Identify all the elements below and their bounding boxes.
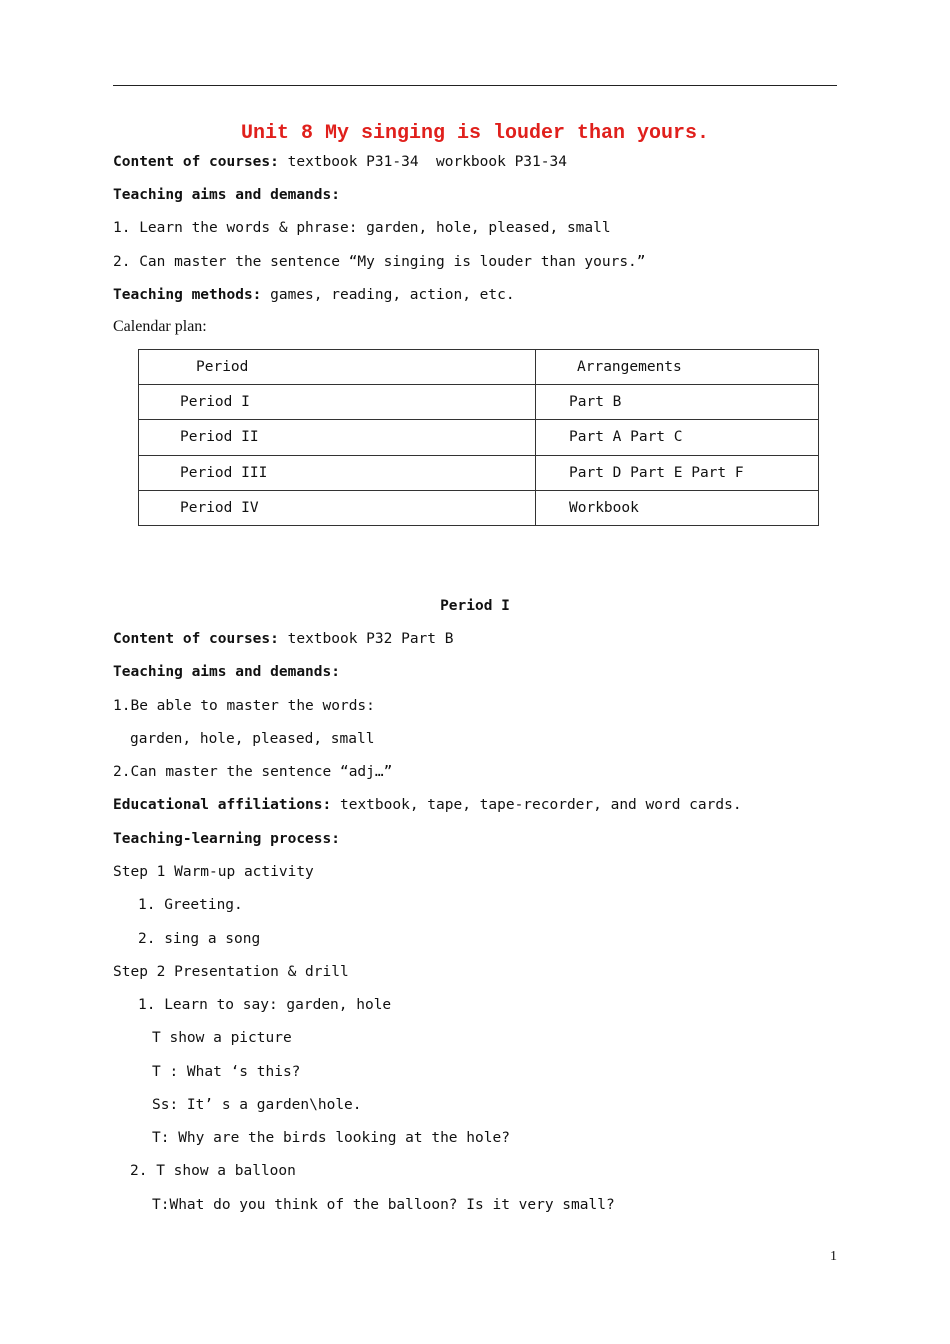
arrangement-cell: Part A Part C <box>536 420 819 455</box>
content-of-courses <box>113 152 567 172</box>
period-aims-heading: Teaching aims and demands: <box>113 664 340 680</box>
page-number: 1 <box>830 1249 837 1264</box>
step-1: Step 1 Warm-up activity <box>113 864 314 880</box>
header-period: Period <box>139 350 536 385</box>
table-row <box>139 420 819 455</box>
period-content <box>113 629 453 649</box>
list-item: 1. Learn to say: garden, hole <box>138 997 392 1013</box>
list-item: 2. sing a song <box>138 931 261 947</box>
dialogue-line: T show a picture <box>152 1030 292 1046</box>
affil-value: textbook, tape, tape-recorder, and word cards. <box>331 797 742 813</box>
arrangement-cell: Part B <box>536 385 819 420</box>
arrangement-cell: Part D Part E Part F <box>536 455 819 490</box>
period-aim-1: 1.Be able to master the words: <box>113 698 375 714</box>
content-label: Content of courses: <box>113 154 279 170</box>
dialogue-line: T: Why are the birds looking at the hole? <box>152 1130 510 1146</box>
dialogue-line: T:What do you think of the balloon? Is it very small? <box>152 1197 615 1213</box>
step-2: Step 2 Presentation & drill <box>113 964 349 980</box>
methods-label: Teaching methods: <box>113 287 262 303</box>
table-row <box>139 490 819 525</box>
arrangement-cell: Workbook <box>536 490 819 525</box>
list-item: 2. T show a balloon <box>130 1163 296 1179</box>
educational-affiliations <box>113 795 742 815</box>
period-content-label: Content of courses: <box>113 631 279 647</box>
period-cell: Period IV <box>139 490 536 525</box>
content-value: textbook P31-34 workbook P31-34 <box>278 154 567 170</box>
table-header-row <box>139 350 819 385</box>
period-aim-2: 2.Can master the sentence “adj…” <box>113 764 393 780</box>
period-content-value: textbook P32 Part B <box>278 631 454 647</box>
table-row <box>139 385 819 420</box>
aims-heading: Teaching aims and demands: <box>113 187 340 203</box>
header-rule <box>113 85 837 86</box>
table-row <box>139 455 819 490</box>
aim-1: 1. Learn the words & phrase: garden, hole, pleased, small <box>113 220 611 236</box>
methods-value: games, reading, action, etc. <box>261 287 515 303</box>
dialogue-line: Ss: It’ s a garden\hole. <box>152 1097 362 1113</box>
period-cell: Period II <box>139 420 536 455</box>
period-aim-1-words: garden, hole, pleased, small <box>130 731 375 747</box>
calendar-table <box>138 349 819 526</box>
dialogue-line: T : What ‘s this? <box>152 1064 301 1080</box>
list-item: 1. Greeting. <box>138 897 243 913</box>
period-cell: Period I <box>139 385 536 420</box>
period-heading: Period I <box>440 598 510 614</box>
teaching-methods <box>113 285 515 305</box>
header-arrangements: Arrangements <box>536 350 819 385</box>
process-heading: Teaching-learning process: <box>113 831 340 847</box>
affil-label: Educational affiliations: <box>113 797 332 813</box>
period-cell: Period III <box>139 455 536 490</box>
aim-2: 2. Can master the sentence “My singing is louder than yours.” <box>113 254 646 270</box>
unit-title: Unit 8 My singing is louder than yours. <box>240 122 710 145</box>
calendar-label: Calendar plan: <box>113 318 207 335</box>
